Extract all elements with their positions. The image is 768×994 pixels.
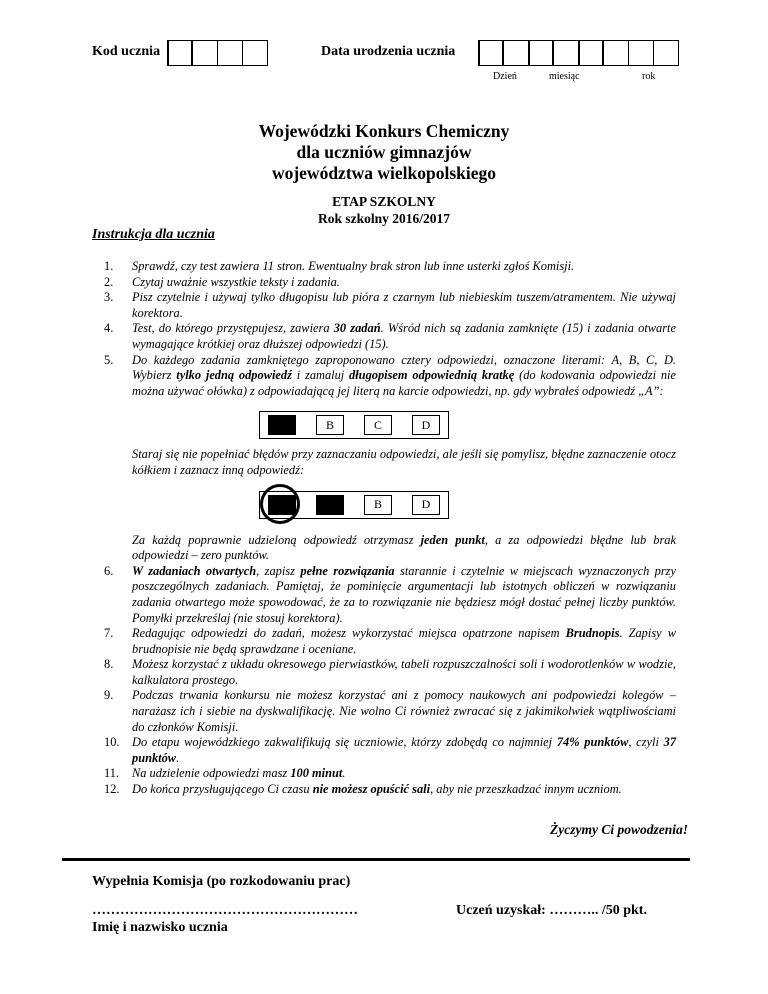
item-number: 3. [104,290,114,305]
answer-option-c: B [364,495,392,515]
stage-name: ETAP SZKOLNY [332,194,436,209]
list-item [104,275,676,291]
answer-option-a-filled [268,415,296,435]
stage-info [0,193,768,227]
item-number: 4. [104,321,114,336]
list-item [104,626,676,657]
code-box[interactable] [242,40,268,66]
answer-option-d: D [412,415,440,435]
item-number: 10. [104,735,120,750]
answer-card-example-2 [259,491,449,519]
divider [62,858,690,861]
item-number: 5. [104,352,114,367]
month-box[interactable] [553,40,579,66]
answer-option-d: D [412,495,440,515]
item-number: 1. [104,259,114,273]
good-luck-message: Życzymy Ci powodzenia! [550,822,688,837]
answer-card-example-1 [259,411,449,439]
month-caption: miesiąc [549,71,580,82]
item-text: , czyli [628,735,664,750]
item-text: , aby nie przeszkadzać innym uczniom. [430,782,622,797]
correction-circle [260,484,300,524]
answer-option-c: C [364,415,392,435]
list-item [104,657,676,688]
item-number: 2. [104,274,114,289]
item-emphasis: W zadaniach otwartych [132,563,257,578]
student-name-label: Imię i nazwisko ucznia [92,920,228,935]
list-item [104,766,676,782]
item-text: Podczas trwania konkursu nie możesz korzystać ani z pomocy naukowych ani podpowiedzi kolegów – narażasz ich i siebie na dyskwalifikację. Nie wolno Ci również zwracać się z jakimikolwiek wątpliwościami do członków Komisji. [132,688,676,734]
item-emphasis: nie możesz opuścić sali [312,782,431,797]
year-box[interactable] [653,40,679,66]
title-line: województwa wielkopolskiego [271,163,497,183]
item-text: Czytaj uważnie wszystkie teksty i zadania. [132,274,340,289]
student-code-label: Kod ucznia [92,44,161,59]
name-dotted-line[interactable]: ………………………………………………… [92,903,358,918]
item-number: 8. [104,657,114,672]
item-text: starannie i czytelnie w miejscach wyznaczonych przy poszczególnych zadaniach. Pamiętaj, że pominięcie argumentacji lub istotnych obliczeń w rozwiązaniu zadania otwartego może spowodować, że za to rozwiązanie nie będziesz mógł dostać pełnej liczby punktów. Pomyłki przekreślaj (nie stosuj korektora). [132,563,676,625]
list-item [104,782,676,798]
day-box[interactable] [478,40,504,66]
item-emphasis: długopisem odpowiednią kratkę [349,368,515,383]
list-item [104,321,676,352]
item-text: Test, do którego przystępujesz, zawiera [132,321,334,336]
title-line: Wojewódzki Konkurs Chemiczny [258,121,510,141]
year-caption: rok [642,71,656,82]
item-text: Do etapu wojewódzkiego zakwalifikują się uczniowie, którzy zdobędą co najmniej [132,735,557,750]
item-number: 7. [104,626,114,641]
day-box[interactable] [503,40,529,66]
student-code-boxes[interactable] [168,40,268,66]
item-text: . Zapisy w brudnopisie nie będą sprawdzane i oceniane. [132,626,676,656]
school-year: Rok szkolny 2016/2017 [317,211,451,226]
committee-label: Wypełnia Komisja (po rozkodowaniu prac) [92,874,351,889]
instruction-title: Instrukcja dla ucznia [92,227,215,242]
item-number: 11. [104,766,120,781]
day-caption: Dzień [493,71,517,82]
list-item [104,688,676,735]
code-box[interactable] [192,40,218,66]
item-number: 6. [104,563,114,578]
item-text: , a za odpowiedzi błędne lub brak odpowiedzi – zero punktów. [132,532,676,563]
title-line: dla uczniów gimnazjów [296,142,472,162]
birth-date-label: Data urodzenia ucznia [321,44,456,59]
birth-date-boxes[interactable] [479,40,679,66]
item-emphasis: pełne rozwiązania [300,563,395,578]
item-emphasis: 74% punktów [556,735,629,750]
item-emphasis: 30 zadań [333,321,381,336]
item-number: 12. [104,782,120,797]
code-box[interactable] [217,40,243,66]
list-item [104,353,676,400]
answer-option-a-circled [268,495,296,515]
item-text: Za każdą poprawnie udzieloną odpowiedź otrzymasz [132,532,421,547]
month-box[interactable] [528,40,554,66]
item-text: (do kodowania odpowiedzi nie można używać ołówka) z odpowiadającą jej literą na karcie odpowiedzi, np. gdy wybrałeś odpowiedź „A”: [132,368,677,398]
answer-option-b: B [316,415,344,435]
example-card-area [104,479,676,529]
item-text: Do końca przysługującego Ci czasu [132,782,313,797]
answer-option-b-filled [316,495,344,515]
item-text: Staraj się nie popełniać błędów przy zaznaczaniu odpowiedzi, ale jeśli się pomylisz, błędne zaznaczenie otocz kółkiem i zaznacz inną odpowiedź: [132,447,676,477]
item-text: . Wśród nich są zadania zamknięte (15) i zadania otwarte wymagające krótkiej oraz dłuższej odpowiedzi (15). [132,321,676,351]
year-box[interactable] [578,40,604,66]
score-field[interactable]: Uczeń uzyskał: ……….. /50 pkt. [456,903,647,918]
item-emphasis: jeden punkt [420,532,485,547]
list-item [104,290,676,321]
list-item [104,735,676,766]
item-text: Do każdego zadania zamkniętego zaproponowano cztery odpowiedzi, oznaczone literami: A, B, C, D. Wybierz [132,352,676,383]
item-text: Na udzielenie odpowiedzi masz [132,766,291,781]
item-text: Pisz czytelnie i używaj tylko długopisu lub pióra z czarnym lub niebieskim tuszem/atramentem. Nie używaj korektora. [132,290,676,320]
item-emphasis: Brudnopis [565,626,620,641]
list-item [104,564,676,626]
list-item [104,533,676,564]
item-text: . [342,766,346,781]
item-emphasis: 37 punktów [132,735,677,765]
code-box[interactable] [167,40,193,66]
item-emphasis: 100 minut [290,766,343,781]
year-box[interactable] [628,40,654,66]
item-number: 9. [104,688,114,703]
item-text: Możesz korzystać z układu okresowego pierwiastków, tabeli rozpuszczalności soli i wodorotlenków w wodzie, kalkulatora prostego. [132,657,676,687]
instruction-list [104,259,676,798]
item-emphasis: tylko jedną odpowiedź [176,368,292,383]
list-item [104,259,676,275]
item-text: Sprawdź, czy test zawiera 11 stron. Ewentualny brak stron lub inne usterki zgłoś Komisji. [132,259,575,273]
list-item [104,447,676,478]
item-text: i zamaluj [291,368,350,383]
item-text: , zapisz [256,563,301,578]
contest-title [0,121,768,184]
item-text: Redagując odpowiedzi do zadań, możesz wykorzystać miejsca opatrzone napisem [132,626,566,641]
item-text: . [176,750,180,765]
year-box[interactable] [603,40,629,66]
example-card-area [104,399,676,447]
